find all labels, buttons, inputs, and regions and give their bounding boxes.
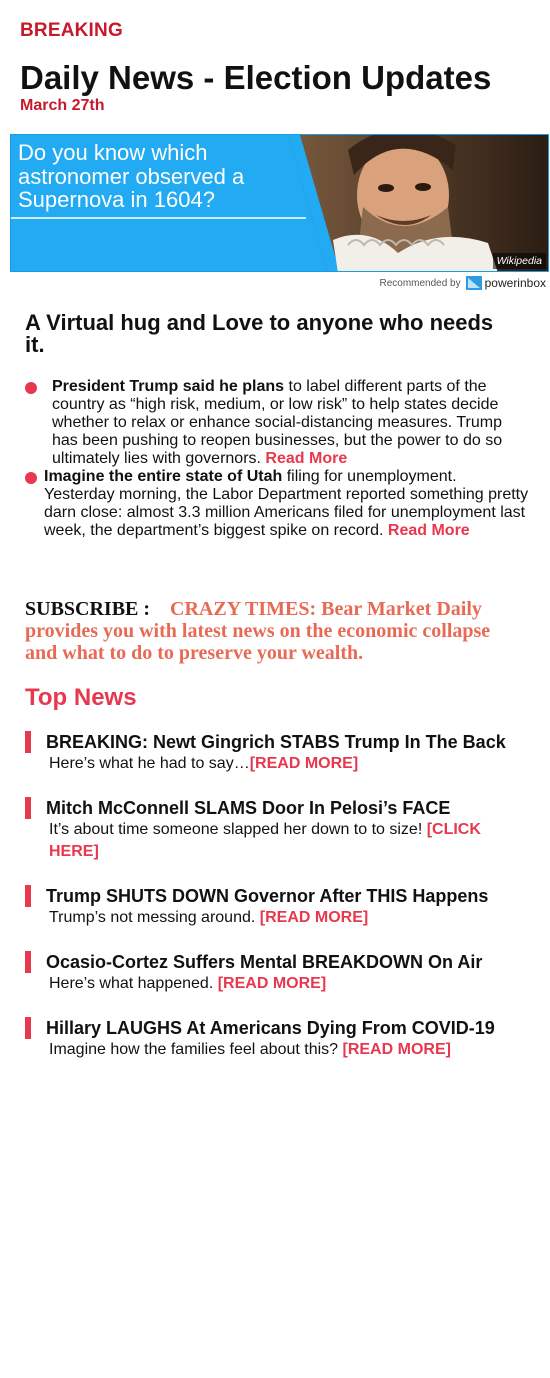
news-item[interactable]: [25, 731, 525, 797]
news-item[interactable]: [25, 797, 525, 885]
news-cta-link[interactable]: [READ MORE]: [259, 909, 369, 926]
subscribe-label: SUBSCRIBE :: [25, 598, 151, 620]
news-accent-bar: [25, 1017, 31, 1039]
news-title[interactable]: BREAKING: Newt Gingrich STABS Trump In The Back: [46, 732, 506, 752]
bullet-lead: Imagine the entire state of Utah: [44, 468, 283, 485]
news-cta-link[interactable]: [READ MORE]: [249, 755, 359, 772]
bullet-dot-icon: [25, 382, 37, 394]
news-item[interactable]: [25, 885, 525, 951]
news-teaser: [49, 907, 525, 929]
news-accent-bar: [25, 885, 31, 907]
news-teaser: [49, 819, 525, 863]
powerinbox-brand[interactable]: [466, 276, 546, 290]
news-accent-bar: [25, 731, 31, 753]
read-more-link[interactable]: Read More: [387, 522, 470, 539]
page-title: Daily News - Election Updates: [20, 59, 492, 96]
astronomer-portrait-image[interactable]: [288, 135, 548, 272]
news-teaser-text: Here’s what happened.: [49, 975, 218, 992]
news-teaser-text: Imagine how the families feel about this?: [49, 1041, 343, 1058]
news-title[interactable]: Trump SHUTS DOWN Governor After THIS Happens: [46, 886, 489, 906]
news-cta-link[interactable]: [CLICK HERE]: [49, 821, 481, 860]
news-title[interactable]: Mitch McConnell SLAMS Door In Pelosi’s FACE: [46, 798, 451, 818]
news-accent-bar: [25, 951, 31, 973]
news-accent-bar: [25, 797, 31, 819]
news-title[interactable]: Hillary LAUGHS At Americans Dying From COVID-19: [46, 1018, 495, 1038]
news-cta-link[interactable]: [READ MORE]: [342, 1041, 451, 1058]
bullet-body: filing for unemployment. Yesterday morning, the Labor Department reported something pretty darn close: almost 3.3 million Americans filed for unemployment last week, the department’s biggest spike on record.: [44, 468, 529, 539]
ad-divider: [11, 217, 306, 219]
ad-image-credit: Wikipedia: [493, 253, 546, 269]
bullet-dot-icon: [25, 472, 37, 484]
breaking-kicker: BREAKING: [20, 20, 123, 41]
news-item[interactable]: [25, 1017, 525, 1083]
bullet-body: to label different parts of the country as “high risk, medium, or low risk” to help states decide whether to relax or enhance social-distancing measures. Trump has been pushing to reopen businesses, but the power to do so ultimately lies with governors.: [52, 378, 503, 467]
top-news-heading: Top News: [25, 684, 137, 711]
subscribe-promo[interactable]: [25, 598, 515, 664]
ad-banner[interactable]: [10, 134, 549, 272]
news-teaser-text: Here’s what he had to say…: [49, 755, 250, 772]
news-title[interactable]: Ocasio-Cortez Suffers Mental BREAKDOWN On Air: [46, 952, 483, 972]
news-teaser-text: Trump’s not messing around.: [49, 909, 260, 926]
read-more-link[interactable]: Read More: [265, 450, 348, 467]
date-label: March 27th: [20, 97, 105, 114]
list-item: [25, 378, 530, 468]
news-teaser-text: It’s about time someone slapped her down to to size!: [49, 821, 427, 838]
subscribe-pitch-link[interactable]: CRAZY TIMES: Bear Market Daily provides you with latest news on the economic collapse and what to do to preserve your wealth.: [25, 598, 491, 664]
news-teaser: [49, 1039, 525, 1061]
news-item[interactable]: [25, 951, 525, 1017]
news-teaser: [49, 973, 525, 995]
news-cta-link[interactable]: [READ MORE]: [217, 975, 327, 992]
bullet-lead: President Trump said he plans: [52, 378, 285, 395]
news-teaser: [49, 753, 525, 775]
recommended-label: Recommended by: [379, 277, 461, 289]
ad-question[interactable]: Do you know which astronomer observed a Supernova in 1604?: [18, 140, 245, 212]
list-item: [25, 468, 530, 540]
recommended-by[interactable]: [379, 276, 546, 290]
article-bullets: [25, 378, 530, 540]
powerinbox-name: powerinbox: [484, 276, 546, 290]
top-news-list: [25, 731, 525, 1083]
powerinbox-logo-icon: [466, 276, 482, 290]
article-subhead: A Virtual hug and Love to anyone who needs it.: [25, 310, 494, 357]
